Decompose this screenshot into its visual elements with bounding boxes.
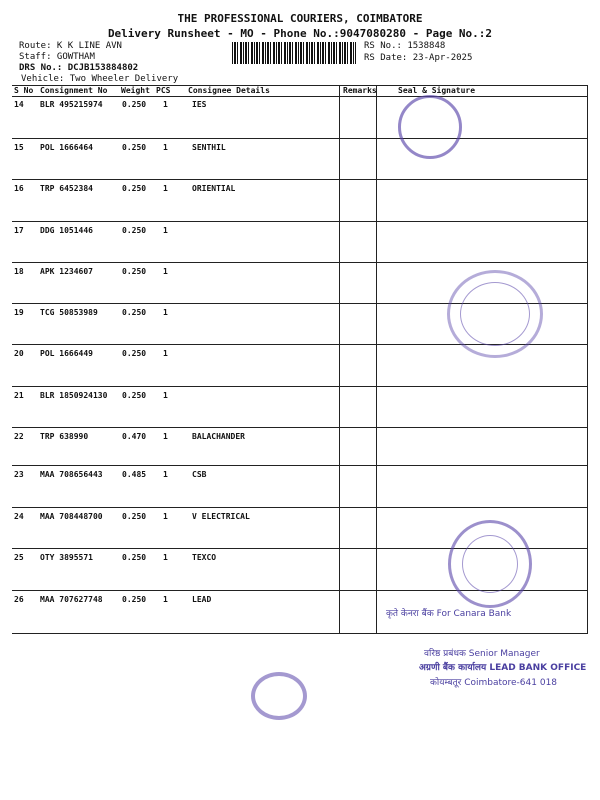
cell-pcs: 1 [163, 595, 168, 604]
cell-sno: 24 [14, 512, 24, 521]
row-divider [12, 138, 588, 139]
cell-weight: 0.250 [122, 143, 147, 152]
bank-stamp-line-1: वरिष्ठ प्रबंधक Senior Manager [424, 649, 540, 659]
remarks-left-divider [339, 85, 340, 633]
tpc-mo-stamp [251, 672, 307, 720]
col-header-consignee: Consignee Details [188, 86, 270, 95]
row-divider [12, 633, 588, 634]
cell-pcs: 1 [163, 512, 168, 521]
cell-consignee: BALACHANDER [192, 432, 245, 441]
cell-sno: 25 [14, 553, 24, 562]
cell-weight: 0.250 [122, 391, 147, 400]
cell-weight: 0.250 [122, 308, 147, 317]
cell-consignment-no: BLR 495215974 [40, 100, 103, 109]
cell-weight: 0.250 [122, 184, 147, 193]
cell-pcs: 1 [163, 226, 168, 235]
runsheet-subtitle: Delivery Runsheet - MO - Phone No.:9047080280 - Page No.:2 [107, 27, 493, 40]
cell-consignment-no: TRP 638990 [40, 432, 89, 441]
cell-pcs: 1 [163, 184, 168, 193]
cell-sno: 16 [14, 184, 24, 193]
cell-consignment-no: TRP 6452384 [40, 184, 93, 193]
table-right-border [587, 85, 588, 633]
cell-pcs: 1 [163, 391, 168, 400]
cell-sno: 18 [14, 267, 24, 276]
cell-pcs: 1 [163, 100, 168, 109]
cell-pcs: 1 [163, 553, 168, 562]
cell-weight: 0.250 [122, 512, 147, 521]
cell-consignee: CSB [192, 470, 207, 479]
cell-sno: 22 [14, 432, 24, 441]
cell-pcs: 1 [163, 308, 168, 317]
cell-consignment-no: MAA 708448700 [40, 512, 103, 521]
row-divider [12, 179, 588, 180]
cell-weight: 0.250 [122, 267, 147, 276]
row-divider [12, 221, 588, 222]
cell-weight: 0.250 [122, 226, 147, 235]
cell-sno: 20 [14, 349, 24, 358]
company-seal-inner-ring [460, 282, 530, 346]
cell-weight: 0.250 [122, 595, 147, 604]
cell-weight: 0.250 [122, 349, 147, 358]
rs-date: RS Date: 23-Apr-2025 [364, 53, 473, 63]
cell-pcs: 1 [163, 267, 168, 276]
cell-consignee: V ELECTRICAL [192, 512, 250, 521]
cell-sno: 21 [14, 391, 24, 400]
cell-consignment-no: MAA 708656443 [40, 470, 103, 479]
vehicle-label: Vehicle: Two Wheeler Delivery [21, 74, 179, 84]
cell-pcs: 1 [163, 470, 168, 479]
cell-consignment-no: BLR 1850924130 [40, 391, 108, 400]
header-bottom-line [12, 96, 588, 97]
barcode [232, 42, 356, 64]
cell-consignee: IES [192, 100, 207, 109]
rs-number: RS No.: 1538848 [364, 41, 446, 51]
cell-consignment-no: POL 1666449 [40, 349, 93, 358]
col-header-sno: S No [14, 86, 34, 95]
cell-pcs: 1 [163, 432, 168, 441]
cell-sno: 17 [14, 226, 24, 235]
cell-consignment-no: POL 1666464 [40, 143, 93, 152]
row-divider [12, 507, 588, 508]
staff-label: Staff: GOWTHAM [19, 52, 95, 62]
cell-weight: 0.250 [122, 553, 147, 562]
company-title: THE PROFESSIONAL COURIERS, COIMBATORE [177, 12, 423, 25]
cell-sno: 26 [14, 595, 24, 604]
cell-sno: 23 [14, 470, 24, 479]
cell-consignment-no: APK 1234607 [40, 267, 93, 276]
cell-weight: 0.485 [122, 470, 147, 479]
cell-consignee: TEXCO [192, 553, 217, 562]
cell-consignment-no: TCG 50853989 [40, 308, 98, 317]
drs-label: DRS No.: DCJB153884802 [19, 63, 139, 73]
cell-pcs: 1 [163, 143, 168, 152]
bank-stamp-line-3: कोयम्बतूर Coimbatore-641 018 [430, 678, 558, 688]
row-divider [12, 386, 588, 387]
cell-consignment-no: MAA 707627748 [40, 595, 103, 604]
cell-consignment-no: DDG 1051446 [40, 226, 93, 235]
cell-sno: 19 [14, 308, 24, 317]
bank-stamp-line-2: अग्रणी बैंक कार्यालय LEAD BANK OFFICE [419, 663, 587, 673]
row-divider [12, 262, 588, 263]
commissioner-seal-inner-ring [462, 535, 518, 593]
cell-weight: 0.470 [122, 432, 147, 441]
cell-sno: 15 [14, 143, 24, 152]
cell-consignee: ORIENTIAL [192, 184, 236, 193]
round-seal-stamp [398, 95, 462, 159]
col-header-signature: Seal & Signature [398, 86, 476, 95]
cell-consignment-no: OTY 3895571 [40, 553, 93, 562]
cell-pcs: 1 [163, 349, 168, 358]
cell-weight: 0.250 [122, 100, 147, 109]
row-divider [12, 465, 588, 466]
col-header-remarks: Remarks [343, 86, 377, 95]
cell-consignee: LEAD [192, 595, 212, 604]
route-label: Route: K K LINE AVN [19, 41, 122, 51]
col-header-pcs: PCS [156, 86, 171, 95]
col-header-weight: Weight [121, 86, 150, 95]
remarks-right-divider [376, 85, 377, 633]
row-divider [12, 427, 588, 428]
cell-consignee: SENTHIL [192, 143, 226, 152]
col-header-consignment: Consignment No [40, 86, 108, 95]
canara-bank-sign: कृते केनरा बैंक For Canara Bank [386, 609, 512, 619]
cell-sno: 14 [14, 100, 24, 109]
